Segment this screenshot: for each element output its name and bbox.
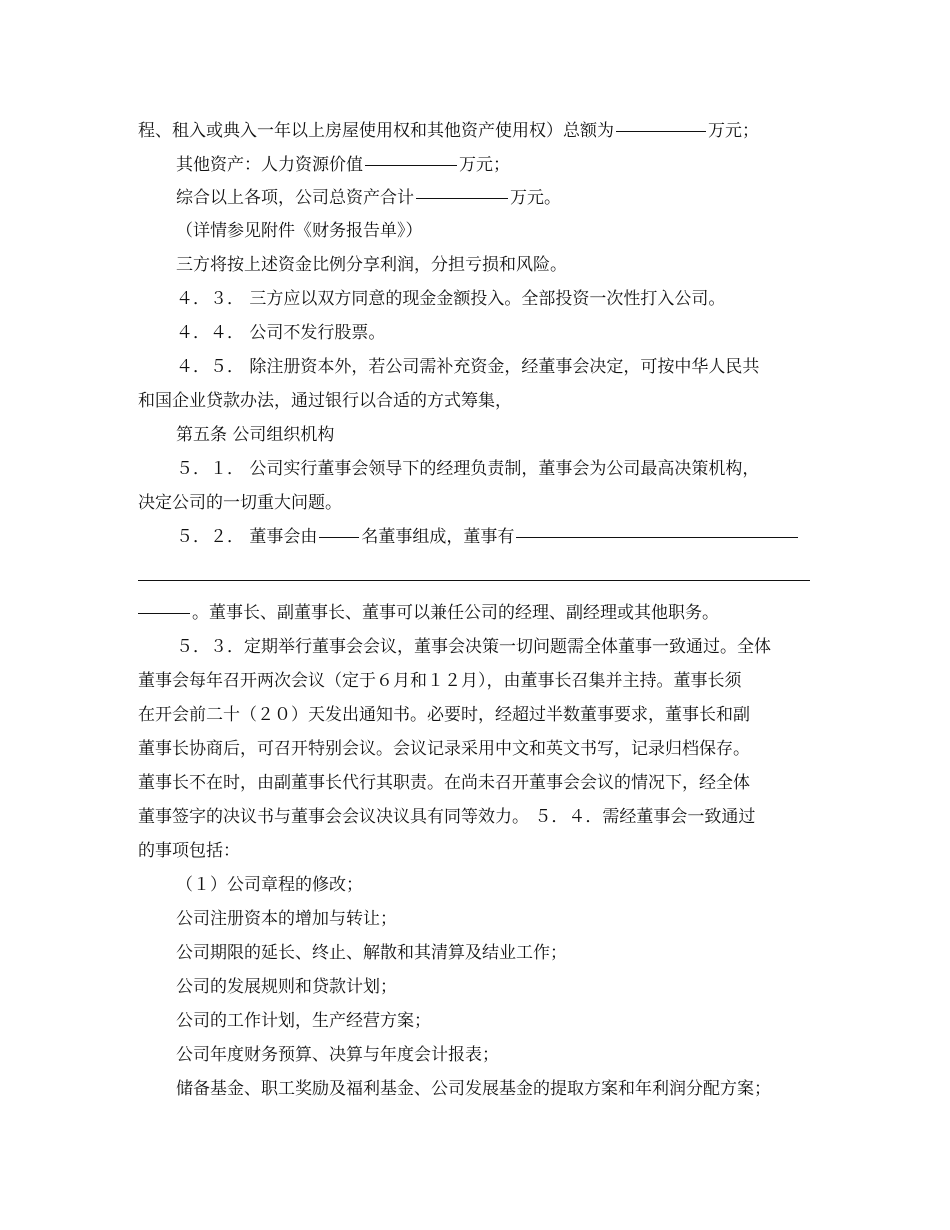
paragraph-line: [138, 596, 812, 630]
paragraph-line: [138, 520, 812, 554]
paragraph-line: [138, 148, 812, 182]
paragraph-line: [138, 114, 812, 148]
fill-blank: [416, 198, 508, 199]
paragraph-line: [138, 181, 812, 215]
paragraph-line: ４．３． 三方应以双方同意的现金金额投入。全部投资一次性打入公司。: [176, 289, 726, 309]
fill-blank: [616, 131, 706, 132]
list-item: 公司注册资本的增加与转让；: [176, 909, 397, 929]
paragraph-line: 三方将按上述资金比例分享利润，分担亏损和风险。: [176, 255, 567, 275]
list-item: 储备基金、职工奖励及福利基金、公司发展基金的提取方案和年利润分配方案；: [176, 1079, 771, 1099]
paragraph-line: 董事长协商后，可召开特别会议。会议记录采用中文和英文书写，记录归档保存。: [138, 739, 750, 759]
list-item: 公司年度财务预算、决算与年度会计报表；: [176, 1045, 499, 1065]
section-heading: 第五条 公司组织机构: [176, 425, 335, 445]
line-text: 名董事组成，董事有: [361, 527, 515, 547]
paragraph-line: ４．４． 公司不发行股票。: [176, 323, 386, 343]
paragraph-line: 的事项包括：: [138, 841, 240, 861]
paragraph-line: （详情参见附件《财务报告单》）: [176, 221, 423, 241]
paragraph-line: 在开会前二十（２０）天发出通知书。必要时，经超过半数董事要求，董事长和副: [138, 705, 750, 725]
list-item: 公司的发展规则和贷款计划；: [176, 977, 397, 997]
fill-blank-line: [138, 580, 810, 581]
paragraph-line: 决定公司的一切重大问题。: [138, 493, 342, 513]
paragraph-line: 董事会每年召开两次会议（定于６月和１２月），由董事长召集并主持。董事长须: [138, 671, 742, 691]
list-item: 公司期限的延长、终止、解散和其清算及结业工作；: [176, 943, 567, 963]
paragraph-line: 董事签字的决议书与董事会会议决议具有同等效力。 ５．４．需经董事会一致通过: [138, 807, 756, 827]
paragraph-line: ５．３．定期举行董事会会议，董事会决策一切问题需全体董事一致通过。全体: [176, 637, 771, 657]
line-text: 程、租入或典入一年以上房屋使用权和其他资产使用权）总额为: [138, 121, 614, 141]
line-text: 其他资产：人力资源价值: [176, 155, 363, 175]
fill-blank: [516, 537, 798, 538]
paragraph-line: ５．１． 公司实行董事会领导下的经理负责制，董事会为公司最高决策机构，: [176, 459, 760, 479]
fill-blank: [365, 165, 457, 166]
paragraph-line: 和国企业贷款办法，通过银行以合适的方式筹集，: [138, 391, 512, 411]
fill-blank: [138, 613, 190, 614]
paragraph-line: 董事长不在时，由副董事长代行其职责。在尚未召开董事会会议的情况下，经全体: [138, 773, 750, 793]
line-text: ５．２． 董事会由: [176, 527, 318, 547]
line-text: 万元；: [459, 155, 510, 175]
fill-blank: [319, 537, 359, 538]
line-text: 综合以上各项，公司总资产合计: [176, 188, 414, 208]
list-item: 公司的工作计划，生产经营方案；: [176, 1011, 431, 1031]
list-item: （１）公司章程的修改；: [176, 875, 363, 895]
paragraph-line: ４．５． 除注册资本外，若公司需补充资金，经董事会决定，可按中华人民共: [176, 357, 760, 377]
line-text: 万元；: [708, 121, 759, 141]
line-text: 。董事长、副董事长、董事可以兼任公司的经理、副经理或其他职务。: [192, 603, 719, 623]
line-text: 万元。: [510, 188, 561, 208]
